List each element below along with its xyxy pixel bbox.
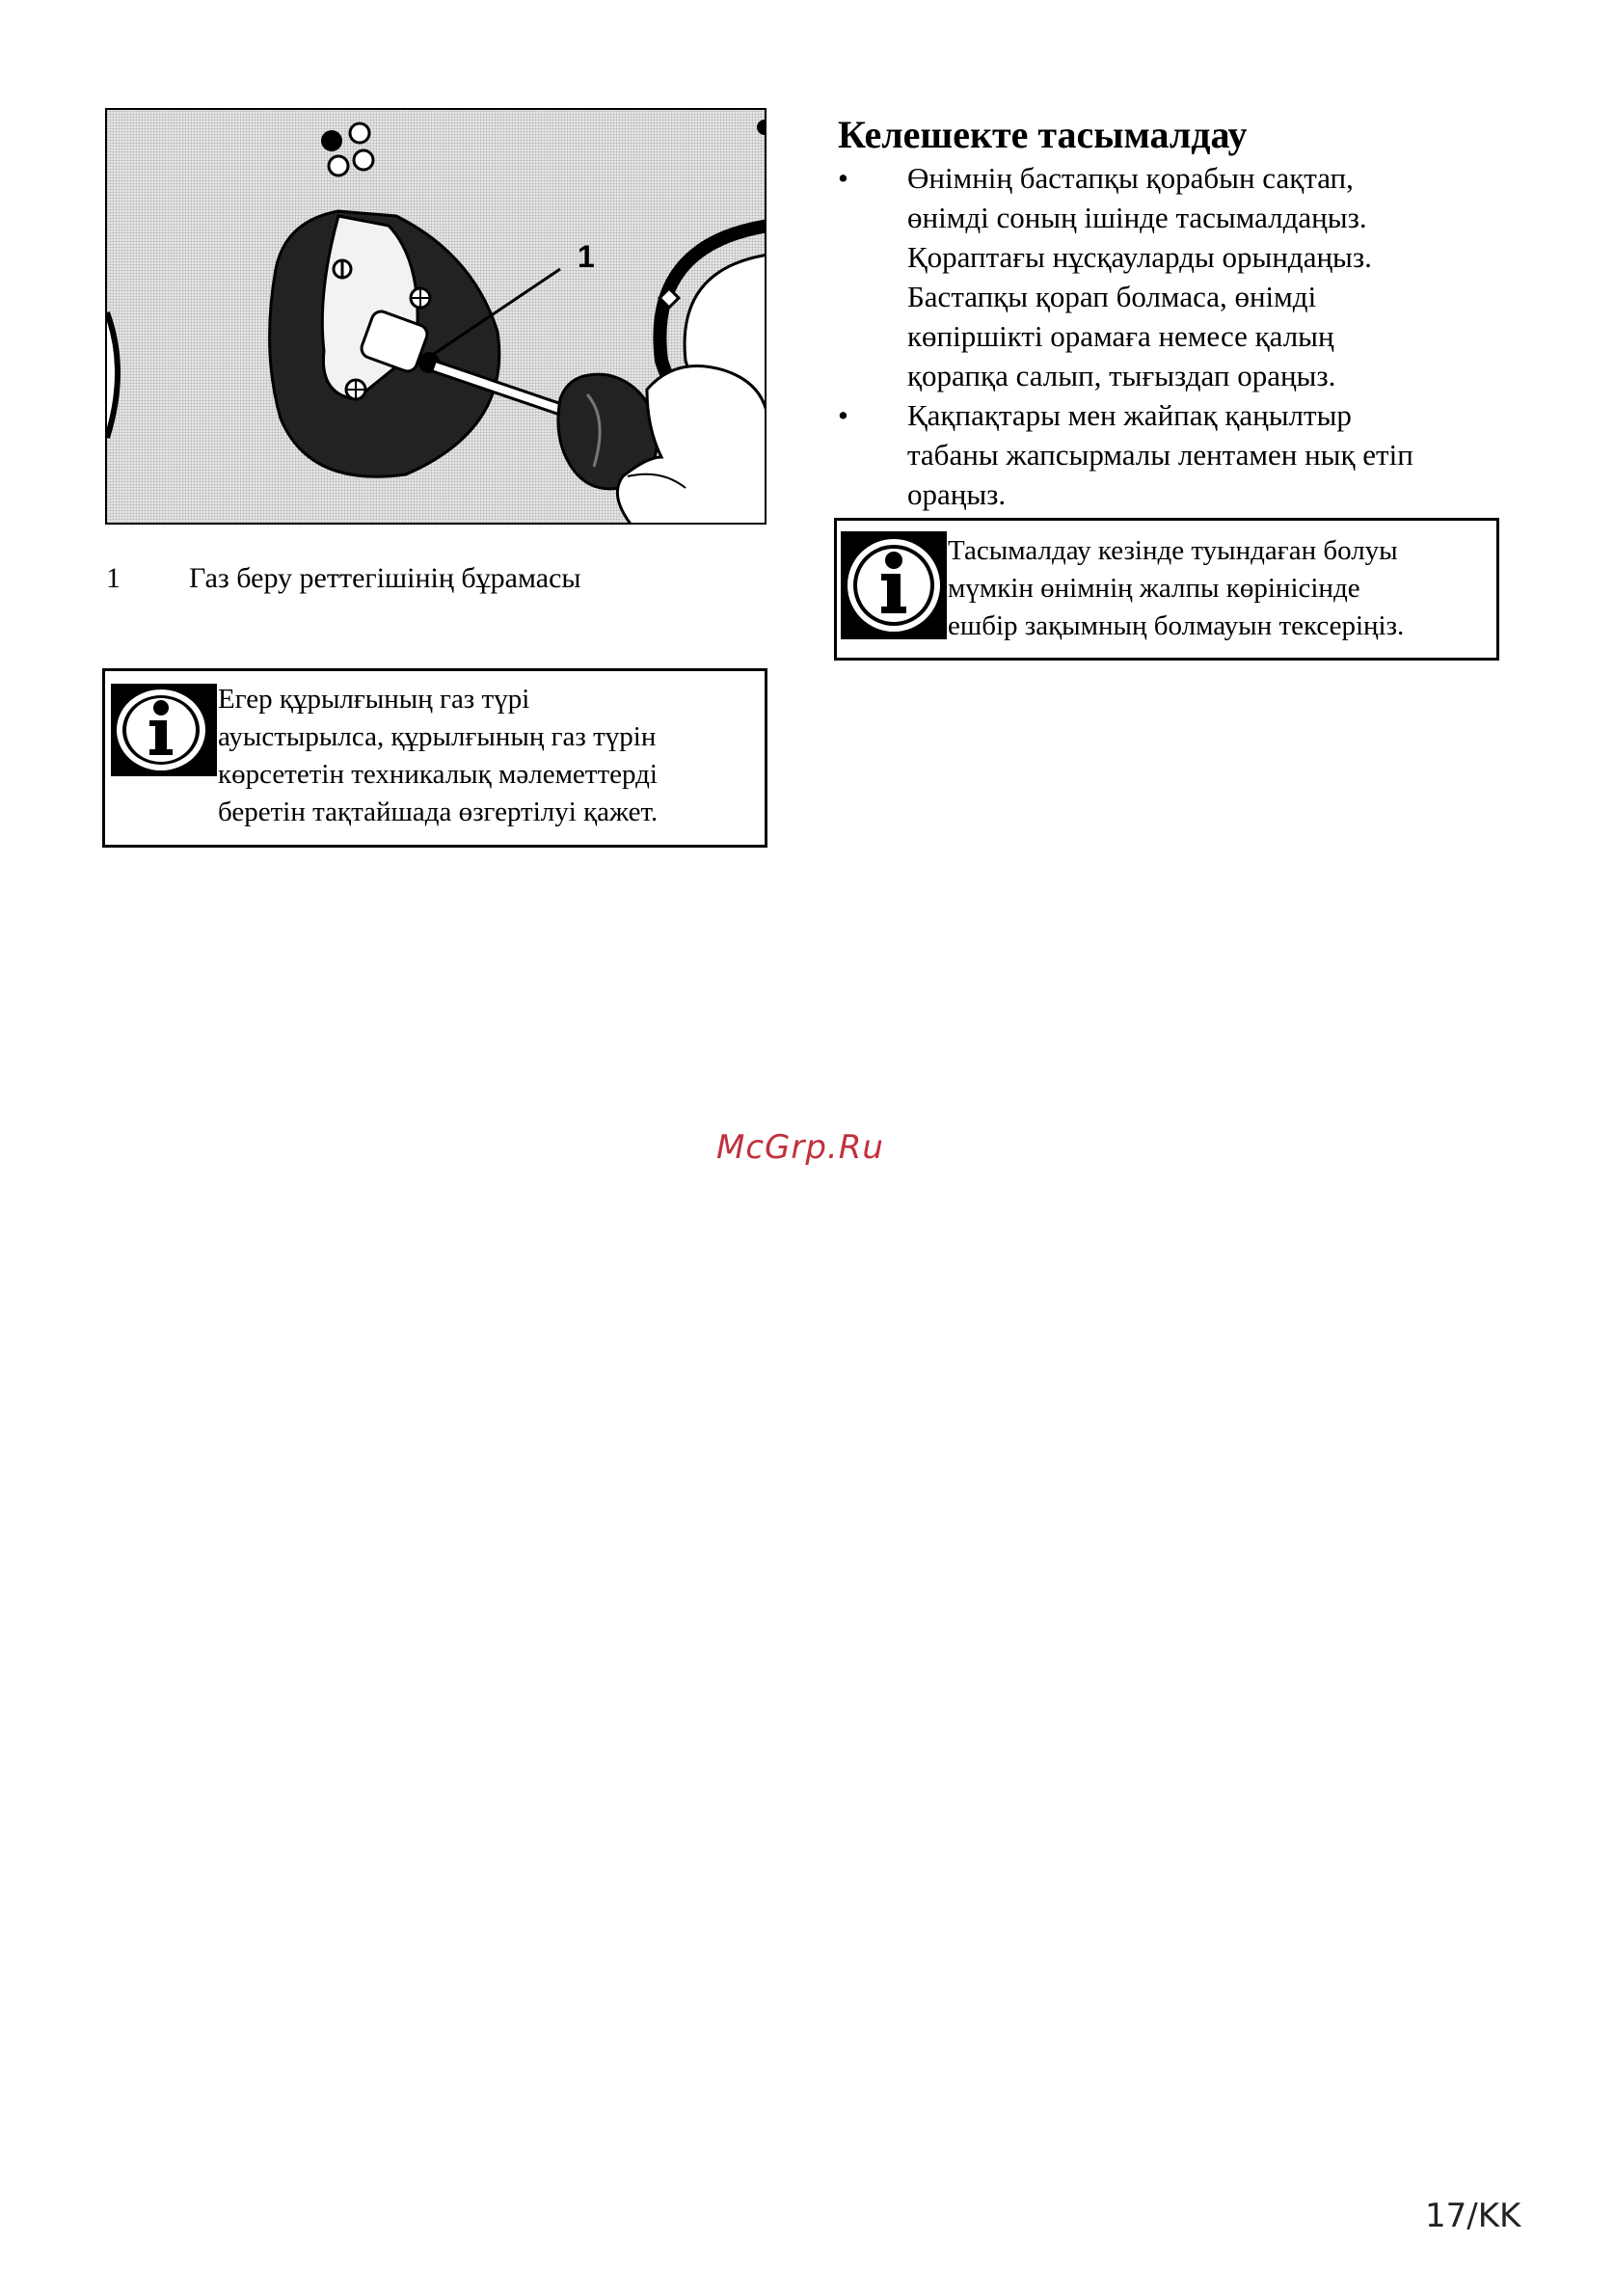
caption-number: 1	[106, 562, 121, 594]
list-item	[838, 395, 1513, 514]
info-icon	[841, 531, 947, 644]
bullet-marker: •	[838, 398, 848, 432]
figure-caption	[106, 562, 581, 595]
info-icon	[111, 684, 217, 781]
bullet-marker: •	[838, 161, 848, 195]
list-item-text: Өнімнің бастапқы қорабын сақтап, өнімді соның ішінде тасымалдаңыз. Қораптағы нұсқауларды орындаңыз. Бастапқы қорап болмаса, өнімді көпіршікті орамаға немесе қалың қорапқа салып, тығыздап ораңыз.	[907, 161, 1372, 392]
transport-instructions-list	[838, 158, 1513, 514]
info-box-text: Егер құрылғының газ түрі ауыстырылса, құрылғының газ түрін көрсететін техникалық мәлеметтерді беретін тақтайшада өзгертілуі қажет.	[218, 684, 659, 827]
watermark: McGrp.Ru	[716, 1128, 884, 1167]
info-box-gas-type	[102, 668, 767, 848]
section-title: Келешекте тасымалдау	[838, 113, 1248, 156]
list-item-text: Қақпақтары мен жайпақ қаңылтыр табаны жапсырмалы лентамен нық етіп ораңыз.	[907, 398, 1413, 511]
info-box-text: Тасымалдау кезінде туындаған болуы мүмкін өнімнің жалпы көрінісінде ешбір зақымның болмауын тексеріңіз.	[948, 535, 1405, 641]
caption-text: Газ беру реттегішінің бұрамасы	[189, 562, 581, 594]
gas-valve-illustration	[107, 110, 767, 525]
info-box-transport-check	[834, 518, 1499, 661]
list-item	[838, 158, 1513, 395]
page-number: 17/KK	[1425, 2197, 1521, 2235]
figure-callout-number: 1	[578, 239, 595, 274]
gas-valve-figure	[105, 108, 767, 525]
